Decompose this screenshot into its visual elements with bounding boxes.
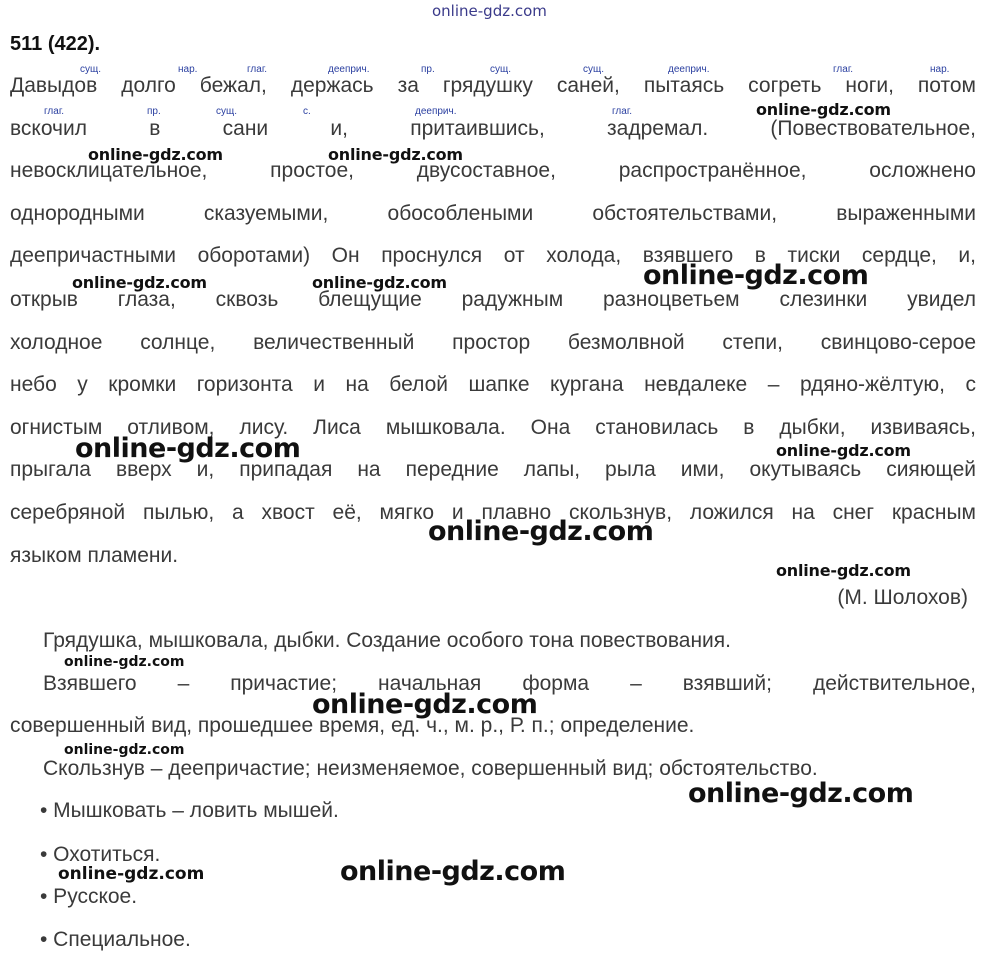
pos-annotation: глаг. xyxy=(247,64,268,75)
watermark: online-gdz.com xyxy=(312,689,538,720)
watermark: online-gdz.com xyxy=(428,516,654,547)
text-line: невосклицательное, простое, двусоставное, распространённое, осложнено xyxy=(10,159,976,182)
watermark: online-gdz.com xyxy=(688,778,914,809)
answer-bullet: • Русское. xyxy=(40,885,138,908)
text-line: прыгала вверх и, припадая на передние лапы, рыла ими, окутываясь сияющей xyxy=(10,458,976,481)
pos-annotation: глаг. xyxy=(44,106,65,117)
answer-bullet: • Специальное. xyxy=(40,928,191,951)
pos-annotation: нар. xyxy=(178,64,198,75)
text-line: огнистым отливом, лису. Лиса мышковала. Она становилась в дыбки, извиваясь, xyxy=(10,416,976,439)
pos-annotation: с. xyxy=(303,106,311,117)
watermark: online-gdz.com xyxy=(776,441,911,460)
watermark: online-gdz.com xyxy=(312,273,447,292)
watermark: online-gdz.com xyxy=(64,742,185,758)
pos-annotation: дееприч. xyxy=(415,106,457,117)
pos-annotation: глаг. xyxy=(833,64,854,75)
text-line: языком пламени. xyxy=(10,544,179,567)
watermark: online-gdz.com xyxy=(64,654,185,670)
pos-annotation: сущ. xyxy=(490,64,512,75)
note-line: Грядушка, мышковала, дыбки. Создание особого тона повествования. xyxy=(43,629,731,652)
pos-annotation: дееприч. xyxy=(668,64,710,75)
watermark: online-gdz.com xyxy=(72,273,207,292)
pos-annotation: пр. xyxy=(421,64,435,75)
watermark-top: online-gdz.com xyxy=(432,2,547,20)
text-line: однородными сказуемыми, обособлеными обстоятельствами, выраженными xyxy=(10,202,976,225)
pos-annotation: сущ. xyxy=(583,64,605,75)
watermark: online-gdz.com xyxy=(756,100,891,119)
watermark: online-gdz.com xyxy=(88,145,223,164)
watermark: online-gdz.com xyxy=(776,561,911,580)
note-line: Взявшего – причастие; начальная форма – взявший; действительное, xyxy=(43,672,976,695)
watermark: online-gdz.com xyxy=(643,260,869,291)
pos-annotation: сущ. xyxy=(216,106,238,117)
pos-annotation: нар. xyxy=(930,64,950,75)
watermark: online-gdz.com xyxy=(58,864,205,884)
watermark: online-gdz.com xyxy=(340,856,566,887)
answer-bullet: • Охотиться. xyxy=(40,843,161,866)
text-line: деепричастными оборотами) Он проснулся от холода, взявшего в тиски сердце, и, xyxy=(10,244,976,267)
text-line: Давыдов долго бежал, держась за грядушку саней, пытаясь согреть ноги, потом xyxy=(10,74,976,97)
text-line: холодное солнце, величественный простор безмолвной степи, свинцово-серое xyxy=(10,331,976,354)
watermark: online-gdz.com xyxy=(75,433,301,464)
text-line: небо у кромки горизонта и на белой шапке кургана невдалеке – рдяно-жёлтую, с xyxy=(10,373,976,396)
text-line: вскочил в сани и, притаившись, задремал. (Повествовательное, xyxy=(10,117,976,140)
pos-annotation: пр. xyxy=(147,106,161,117)
answer-bullet: • Мышковать – ловить мышей. xyxy=(40,799,339,822)
note-line: совершенный вид, прошедшее время, ед. ч., м. р., Р. п.; определение. xyxy=(10,714,695,737)
author: (М. Шолохов) xyxy=(837,586,968,609)
watermark: online-gdz.com xyxy=(328,145,463,164)
text-line: открыв глаза, сквозь блещущие радужным разноцветьем слезинки увидел xyxy=(10,288,976,311)
note-line: Скользнув – деепричастие; неизменяемое, совершенный вид; обстоятельство. xyxy=(43,757,818,780)
exercise-number: 511 (422). xyxy=(10,33,101,55)
pos-annotation: сущ. xyxy=(80,64,102,75)
text-line: серебряной пылью, а хвост её, мягко и плавно скользнув, ложился на снег красным xyxy=(10,501,976,524)
pos-annotation: глаг. xyxy=(612,106,633,117)
pos-annotation: дееприч. xyxy=(328,64,370,75)
